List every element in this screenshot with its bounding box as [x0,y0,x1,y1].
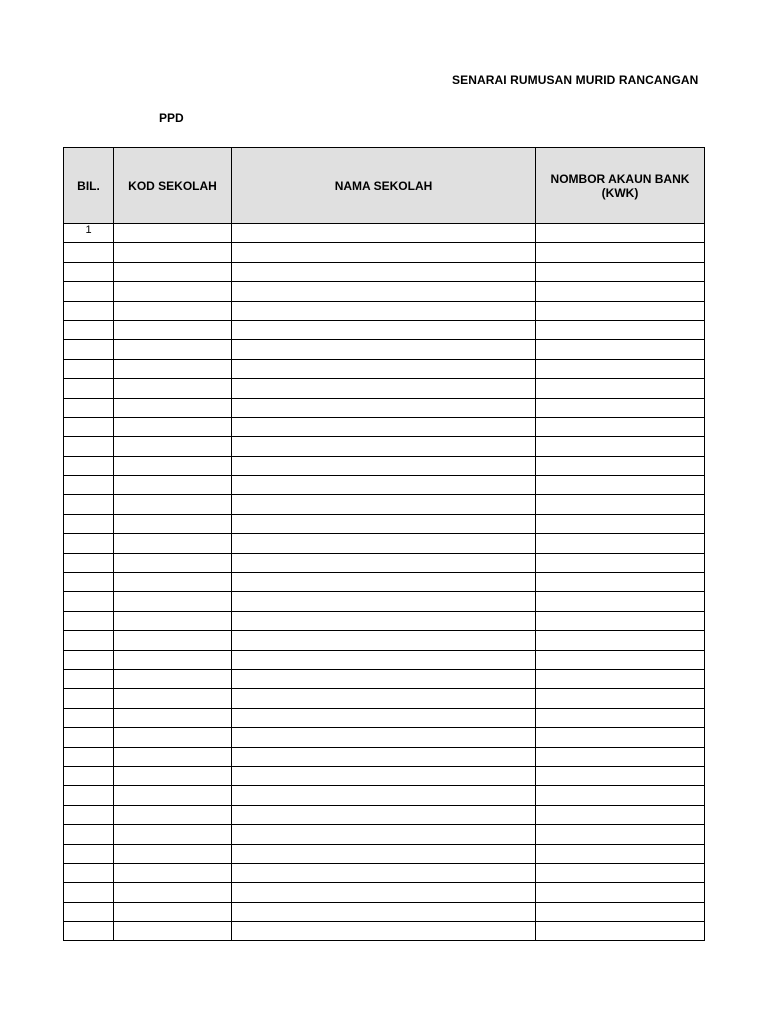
cell-nombor-akaun[interactable] [536,495,705,514]
cell-kod-sekolah[interactable] [114,922,232,941]
header-nombor-akaun-bank [536,148,705,224]
cell-bil[interactable]: 1 [64,224,114,243]
table-row [64,922,705,941]
cell-kod-sekolah[interactable] [114,863,232,882]
cell-nama-sekolah[interactable] [232,456,536,475]
table-row [64,243,705,262]
cell-bil[interactable] [64,747,114,766]
cell-kod-sekolah[interactable] [114,398,232,417]
cell-nombor-akaun[interactable] [536,786,705,805]
table-row [64,437,705,456]
cell-kod-sekolah[interactable] [114,650,232,669]
table-row [64,844,705,863]
cell-bil[interactable] [64,398,114,417]
cell-nama-sekolah[interactable] [232,340,536,359]
cell-kod-sekolah[interactable] [114,631,232,650]
cell-nama-sekolah[interactable] [232,534,536,553]
cell-kod-sekolah[interactable] [114,456,232,475]
cell-kod-sekolah[interactable] [114,825,232,844]
cell-nama-sekolah[interactable] [232,708,536,727]
table-row [64,417,705,436]
table-row [64,398,705,417]
cell-kod-sekolah[interactable] [114,883,232,902]
table-row [64,224,705,243]
cell-nama-sekolah[interactable] [232,262,536,281]
cell-nama-sekolah[interactable] [232,922,536,941]
cell-kod-sekolah[interactable] [114,379,232,398]
cell-nama-sekolah[interactable] [232,243,536,262]
cell-bil[interactable] [64,359,114,378]
table-header-row [64,148,705,224]
cell-bil[interactable] [64,243,114,262]
cell-kod-sekolah[interactable] [114,592,232,611]
document-title: SENARAI RUMUSAN MURID RANCANGAN [452,73,699,87]
cell-nama-sekolah[interactable] [232,863,536,882]
cell-kod-sekolah[interactable] [114,534,232,553]
table-row [64,631,705,650]
cell-nombor-akaun[interactable] [536,243,705,262]
cell-nombor-akaun[interactable] [536,553,705,572]
cell-bil[interactable] [64,592,114,611]
cell-nombor-akaun[interactable] [536,340,705,359]
cell-nama-sekolah[interactable] [232,573,536,592]
table-row [64,379,705,398]
cell-kod-sekolah[interactable] [114,689,232,708]
cell-nama-sekolah[interactable] [232,611,536,630]
table-row [64,262,705,281]
cell-nombor-akaun[interactable] [536,631,705,650]
cell-nama-sekolah[interactable] [232,747,536,766]
cell-nombor-akaun[interactable] [536,320,705,339]
table-row [64,301,705,320]
cell-nombor-akaun[interactable] [536,437,705,456]
table-row [64,650,705,669]
cell-nama-sekolah[interactable] [232,786,536,805]
cell-bil[interactable] [64,456,114,475]
cell-nombor-akaun[interactable] [536,650,705,669]
cell-kod-sekolah[interactable] [114,495,232,514]
cell-nama-sekolah[interactable] [232,437,536,456]
cell-bil[interactable] [64,708,114,727]
cell-nama-sekolah[interactable] [232,224,536,243]
cell-bil[interactable] [64,282,114,301]
cell-nama-sekolah[interactable] [232,379,536,398]
cell-nombor-akaun[interactable] [536,224,705,243]
table-row [64,728,705,747]
cell-nama-sekolah[interactable] [232,476,536,495]
cell-bil[interactable] [64,728,114,747]
table-row [64,689,705,708]
cell-nama-sekolah[interactable] [232,766,536,785]
table-row [64,786,705,805]
cell-bil[interactable] [64,902,114,921]
cell-kod-sekolah[interactable] [114,766,232,785]
cell-kod-sekolah[interactable] [114,844,232,863]
cell-nama-sekolah[interactable] [232,631,536,650]
cell-kod-sekolah[interactable] [114,301,232,320]
cell-nama-sekolah[interactable] [232,844,536,863]
cell-nama-sekolah[interactable] [232,825,536,844]
table-row [64,883,705,902]
cell-kod-sekolah[interactable] [114,553,232,572]
cell-kod-sekolah[interactable] [114,437,232,456]
cell-bil[interactable] [64,573,114,592]
cell-nama-sekolah[interactable] [232,495,536,514]
cell-nombor-akaun[interactable] [536,534,705,553]
cell-bil[interactable] [64,495,114,514]
cell-bil[interactable] [64,650,114,669]
cell-bil[interactable] [64,844,114,863]
table-row [64,514,705,533]
cell-kod-sekolah[interactable] [114,573,232,592]
cell-nombor-akaun[interactable] [536,282,705,301]
cell-bil[interactable] [64,786,114,805]
table-body [64,224,705,941]
cell-nama-sekolah[interactable] [232,689,536,708]
cell-nama-sekolah[interactable] [232,398,536,417]
table-row [64,902,705,921]
cell-kod-sekolah[interactable] [114,805,232,824]
cell-kod-sekolah[interactable] [114,902,232,921]
cell-nombor-akaun[interactable] [536,398,705,417]
table-row [64,863,705,882]
cell-nama-sekolah[interactable] [232,902,536,921]
cell-nama-sekolah[interactable] [232,669,536,688]
cell-bil[interactable] [64,437,114,456]
table-row [64,495,705,514]
table-row [64,573,705,592]
table-row [64,747,705,766]
cell-nama-sekolah[interactable] [232,282,536,301]
cell-nombor-akaun[interactable] [536,301,705,320]
cell-kod-sekolah[interactable] [114,340,232,359]
cell-nama-sekolah[interactable] [232,883,536,902]
header-bil: BIL. [64,148,114,224]
cell-kod-sekolah[interactable] [114,359,232,378]
table-row [64,282,705,301]
header-nama-sekolah: NAMA SEKOLAH [232,148,536,224]
table-row [64,611,705,630]
cell-kod-sekolah[interactable] [114,611,232,630]
cell-bil[interactable] [64,689,114,708]
cell-bil[interactable] [64,379,114,398]
header-kod-sekolah: KOD SEKOLAH [114,148,232,224]
cell-bil[interactable] [64,553,114,572]
cell-nama-sekolah[interactable] [232,592,536,611]
table-row [64,320,705,339]
header-nombor-akaun-line1: NOMBOR AKAUN BANK [550,171,690,186]
cell-nombor-akaun[interactable] [536,825,705,844]
cell-kod-sekolah[interactable] [114,476,232,495]
cell-nombor-akaun[interactable] [536,708,705,727]
cell-nombor-akaun[interactable] [536,573,705,592]
table-row [64,669,705,688]
cell-kod-sekolah[interactable] [114,417,232,436]
cell-nama-sekolah[interactable] [232,728,536,747]
cell-nombor-akaun[interactable] [536,456,705,475]
cell-nombor-akaun[interactable] [536,747,705,766]
cell-bil[interactable] [64,805,114,824]
cell-bil[interactable] [64,825,114,844]
cell-nombor-akaun[interactable] [536,863,705,882]
cell-nombor-akaun[interactable] [536,476,705,495]
cell-nombor-akaun[interactable] [536,669,705,688]
cell-bil[interactable] [64,611,114,630]
cell-nama-sekolah[interactable] [232,805,536,824]
header-nombor-akaun-line2: (KWK) [601,185,639,200]
cell-bil[interactable] [64,631,114,650]
table-row [64,805,705,824]
cell-bil[interactable] [64,883,114,902]
cell-bil[interactable] [64,669,114,688]
cell-bil[interactable] [64,476,114,495]
table-row [64,766,705,785]
cell-nombor-akaun[interactable] [536,844,705,863]
cell-bil[interactable] [64,514,114,533]
cell-nombor-akaun[interactable] [536,514,705,533]
cell-kod-sekolah[interactable] [114,320,232,339]
cell-bil[interactable] [64,766,114,785]
cell-nombor-akaun[interactable] [536,922,705,941]
cell-bil[interactable] [64,262,114,281]
cell-kod-sekolah[interactable] [114,669,232,688]
cell-kod-sekolah[interactable] [114,514,232,533]
cell-nama-sekolah[interactable] [232,417,536,436]
cell-nombor-akaun[interactable] [536,359,705,378]
cell-nombor-akaun[interactable] [536,417,705,436]
cell-bil[interactable] [64,340,114,359]
table-row [64,592,705,611]
table-row [64,340,705,359]
ppd-label: PPD [159,111,184,125]
cell-nombor-akaun[interactable] [536,689,705,708]
cell-kod-sekolah[interactable] [114,728,232,747]
cell-bil[interactable] [64,417,114,436]
cell-nama-sekolah[interactable] [232,301,536,320]
cell-nama-sekolah[interactable] [232,320,536,339]
table-row [64,456,705,475]
table-row [64,534,705,553]
cell-nombor-akaun[interactable] [536,902,705,921]
cell-nombor-akaun[interactable] [536,766,705,785]
table-row [64,825,705,844]
table-row [64,359,705,378]
cell-nama-sekolah[interactable] [232,553,536,572]
cell-kod-sekolah[interactable] [114,747,232,766]
cell-bil[interactable] [64,534,114,553]
table-row [64,708,705,727]
cell-nombor-akaun[interactable] [536,883,705,902]
cell-nombor-akaun[interactable] [536,262,705,281]
cell-kod-sekolah[interactable] [114,708,232,727]
cell-nombor-akaun[interactable] [536,728,705,747]
table-row [64,476,705,495]
cell-kod-sekolah[interactable] [114,786,232,805]
cell-nombor-akaun[interactable] [536,611,705,630]
cell-nombor-akaun[interactable] [536,592,705,611]
cell-kod-sekolah[interactable] [114,243,232,262]
cell-nombor-akaun[interactable] [536,379,705,398]
table-row [64,553,705,572]
cell-bil[interactable] [64,863,114,882]
cell-bil[interactable] [64,922,114,941]
cell-nama-sekolah[interactable] [232,650,536,669]
cell-nombor-akaun[interactable] [536,805,705,824]
cell-nama-sekolah[interactable] [232,359,536,378]
cell-kod-sekolah[interactable] [114,224,232,243]
school-list-table [63,147,705,941]
cell-kod-sekolah[interactable] [114,262,232,281]
cell-bil[interactable] [64,301,114,320]
cell-bil[interactable] [64,320,114,339]
cell-kod-sekolah[interactable] [114,282,232,301]
cell-nama-sekolah[interactable] [232,514,536,533]
